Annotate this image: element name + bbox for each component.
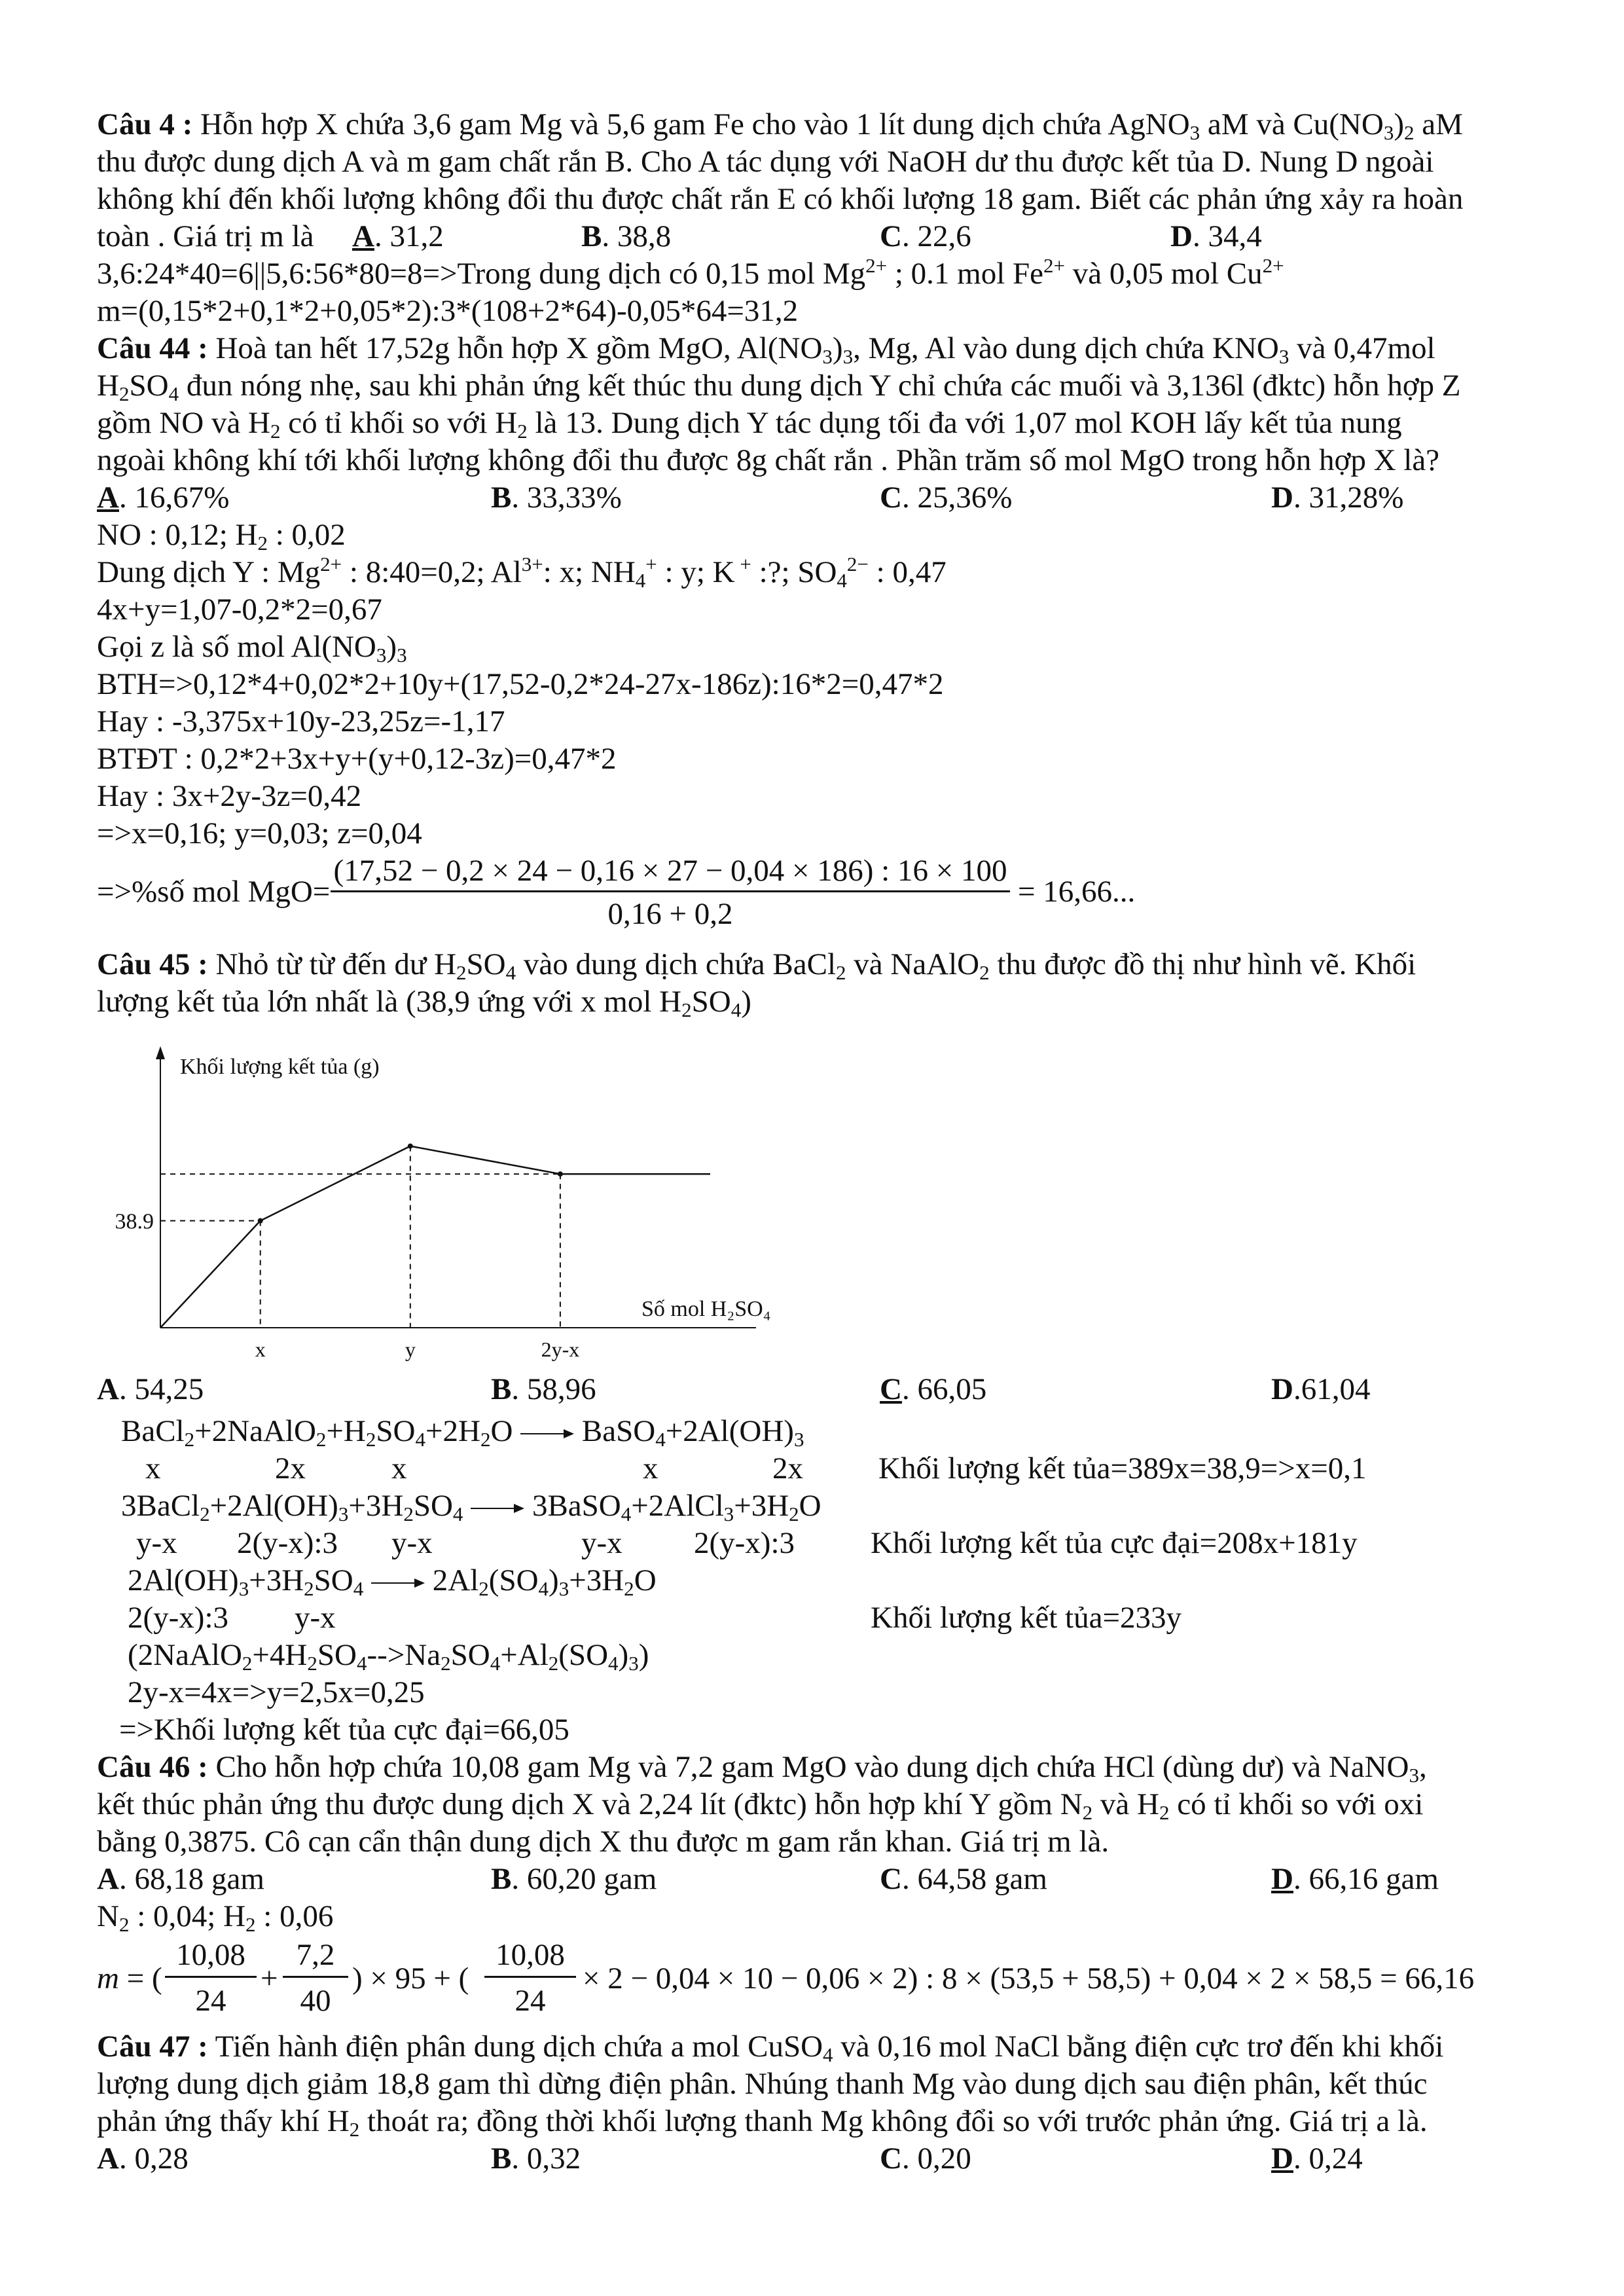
q44-option-c: C. 25,36% [880, 481, 1013, 515]
q44-fraction-numerator: (17,52 − 0,2 × 24 − 0,16 × 27 − 0,04 × 186) : 16 × 100 [333, 854, 1007, 888]
y-axis-arrow-icon [156, 1046, 165, 1059]
q44-label: Câu 44 : [97, 331, 208, 365]
q47-line-3: phản ứng thấy khí $H_2$ thoát ra; đồng thời khối lượng thanh Mg không đổi so với trước phản ứng. Giá trị a là. [97, 2104, 1428, 2141]
q47-option-d: D. 0,24 [1271, 2141, 1363, 2176]
q44-line-2: $H_2SO_4$ đun nóng nhẹ, sau khi phản ứng kết thúc thu dung dịch Y chỉ chứa các muối và 3,136l (đktc) hỗn hợp Z [97, 369, 1461, 405]
q4-option-d: D. 34,4 [1170, 219, 1262, 253]
q45-option-d: D.61,04 [1271, 1372, 1371, 1406]
q44-fraction-denominator: 0,16 + 0,2 [607, 897, 733, 931]
q45-option-b: B. 58,96 [491, 1372, 596, 1406]
x-tick-label-tick-2y-x: 2y-x [541, 1338, 580, 1361]
data-point-tick-2y-x [558, 1171, 563, 1176]
q45-mass-1: Khối lượng kết tủa=389x=38,9=>x=0,1 [878, 1451, 1367, 1485]
q46-label: Câu 46 : [97, 1750, 208, 1784]
q4-line-3: không khí đến khối lượng không đổi thu được chất rắn E có khối lượng 18 gam. Biết các phản ứng xảy ra hoàn [97, 182, 1464, 216]
q44-line-1: Câu 44 : Hoà tan hết 17,52g hỗn hợp X gồm MgO, $Al(NO_3)_3$, Mg, Al vào dung dịch chứa $KNO_3$ và 0,47mol [97, 331, 1435, 368]
q44-fraction-bar [331, 890, 1010, 892]
q45-line-1: Câu 45 : Nhỏ từ từ đến dư $H_2SO_4$ vào dung dịch chứa BaCl$_2$ và NaAlO$_2$ thu được đồ thị như hình vẽ. Khối [97, 947, 1416, 984]
q44-sol-5: BTĐT : 0,2*2+3x+y+(y+0,12-3z)=0,47*2 [97, 742, 617, 776]
q47-option-a: A. 0,28 [97, 2141, 189, 2176]
q4-solution-2: m=(0,15*2+0,1*2+0,05*2):3*(108+2*64)-0,05*64=31,2 [97, 294, 799, 328]
q46-option-b: B. 60,20 gam [491, 1862, 657, 1896]
data-point-tick-y [408, 1144, 413, 1149]
q45-option-a: A. 54,25 [97, 1372, 204, 1406]
q44-option-d: D. 31,28% [1271, 481, 1404, 515]
q4-line-4: toàn . Giá trị m là [97, 219, 314, 253]
q45-final-1: 2y-x=4x=>y=2,5x=0,25 [128, 1675, 425, 1709]
y-tick-label-38-9: 38.9 [115, 1209, 154, 1234]
q4-solution-1: 3,6:24*40=6||5,6:56*80=8=>Trong dung dịch có 0,15 mol $Mg^{2+}$ ; 0.1 mol $Fe^{2+}$ và 0,05 mol $Cu^{2+}$ [97, 253, 1284, 291]
q47-label: Câu 47 : [97, 2030, 208, 2064]
q47-option-b: B. 0,32 [491, 2141, 581, 2176]
q4-line-1: Câu 4 : Hỗn hợp X chứa 3,6 gam Mg và 5,6 gam Fe cho vào 1 lít dung dịch chứa AgNO$_3$ aM và $Cu(NO_3)_2$ aM [97, 107, 1463, 144]
q46-option-c: C. 64,58 gam [880, 1862, 1047, 1896]
q46-frac1-num: 10,08 [176, 1938, 245, 1972]
q46-line-3: bằng 0,3875. Cô cạn cẩn thận dung dịch X thu được m gam rắn khan. Giá trị m là. [97, 1825, 1110, 1859]
q4-label: Câu 4 : [97, 107, 193, 141]
q45-equation-2: $3BaCl_2+2Al(OH)_3+3H_2SO_4$ $3BaSO_4+2AlCl_3+3H_2O$ [121, 1489, 821, 1525]
q46-frac3-num: 10,08 [496, 1938, 565, 1972]
q45-equation-3: $2Al(OH)_3+3H_2SO_4$ $2Al_2(SO_4)_3+3H_2O$ [128, 1563, 657, 1600]
q45-mass-2: Khối lượng kết tủa cực đại=208x+181y [871, 1526, 1358, 1560]
q46-line-1: Câu 46 : Cho hỗn hợp chứa 10,08 gam Mg và 7,2 gam MgO vào dung dịch chứa HCl (dùng dư) và NaNO$_3$, [97, 1750, 1427, 1787]
q46-frac1-bar [165, 1976, 257, 1978]
q46-line-2: kết thúc phản ứng thu được dung dịch X và 2,24 lít (đktc) hỗn hợp khí Y gồm $N_2$ và $H_2$ có tỉ khối so với oxi [97, 1787, 1424, 1824]
q44-sol-1: 4x+y=1,07-0,2*2=0,67 [97, 592, 382, 627]
q44-sol-2: Gọi z là số mol $Al(NO_3)_3$ [97, 630, 407, 666]
q44-fraction-result: = 16,66... [1018, 875, 1136, 909]
x-tick-label-tick-y: y [405, 1338, 416, 1361]
q45-final-2: =>Khối lượng kết tủa cực đại=66,05 [119, 1713, 569, 1747]
q46-frac3-bar [484, 1976, 576, 1978]
q47-option-c: C. 0,20 [880, 2141, 971, 2176]
q45-option-c: C. 66,05 [880, 1372, 987, 1406]
q44-sol-3: BTH=>0,12*4+0,02*2+10y+(17,52-0,2*24-27x-186z):16*2=0,47*2 [97, 667, 944, 701]
q46-frac2-den: 40 [300, 1984, 331, 2018]
q47-line-2: lượng dung dịch giảm 18,8 gam thì dừng điện phân. Nhúng thanh Mg vào dung dịch sau điện phân, kết thúc [97, 2067, 1428, 2101]
q44-option-b: B. 33,33% [491, 481, 622, 515]
precipitate-mass-chart [98, 1041, 771, 1368]
y-axis-label: Khối lượng kết tủa (g) [180, 1055, 380, 1079]
q45-mass-3: Khối lượng kết tủa=233y [871, 1601, 1182, 1635]
q46-frac1-den: 24 [195, 1984, 226, 2018]
document-page: Câu 4 : Hỗn hợp X chứa 3,6 gam Mg và 5,6 gam Fe cho vào 1 lít dung dịch chứa AgNO$_3$ aM và $Cu(NO_3)_2$ aM thu được dung dịch A và m gam chất rắn B. Cho A tác dụng với NaOH dư thu được kết tủa D. Nung D ngoài không khí đến khối lượng không đổi thu được chất rắn E có khối lượng 18 gam. Biết các phản ứng xảy ra hoàn toàn . Giá trị m là A. 31,2 B. 38,8 C. 22,6 D. 34,4 3,6:24*40=6||5,6:56*80=8=>Trong dung dịch có 0,15 mol $Mg^{2+}$ ; 0.1 mol $Fe^{2+}$ và 0,05 mol $Cu^{2+}$ m=(0,15*2+0,1*2+0,05*2):3*(108+2*64)-0,05*64=31,2 Câu 44 : Hoà tan hết 17,52g hỗn hợp X gồm MgO, $Al(NO_3)_3$, Mg, Al vào dung dịch chứa $KNO_3$ và 0,47mol $H_2SO_4$ đun nóng nhẹ, sau khi phản ứng kết thúc thu dung dịch Y chỉ chứa các muối và 3,136l (đktc) hỗn hợp Z gồm NO và $H_2$ có tỉ khối so với $H_2$ là 13. Dung dịch Y tác dụng tối đa với 1,07 mol KOH lấy kết tủa nung ngoài không khí tới khối lượng không đổi thu được 8g chất rắn . Phần trăm số mol MgO trong hỗn hợp X là? A. 16,67% B. 33,33% C. 25,36% D. 31,28% NO : 0,12; $H_2$ : 0,02 Dung dịch Y : $Mg^{2+}$ : 8:40=0,2; $Al^{3+}$: x; $NH_4^+$ : y; K + :?; $SO_4^{2-}$ : 0,47 4x+y=1,07-0,2*2=0,67 Gọi z là số mol $Al(NO_3)_3$ BTH=>0,12*4+0,02*2+10y+(17,52-0,2*24-27x-186z):16*2=0,47*2 Hay : -3,375x+10y-23,25z=-1,17 BTĐT : 0,2*2+3x+y+(y+0,12-3z)=0,47*2 Hay : 3x+2y-3z=0,42 =>x=0,16; y=0,03; z=0,04 =>%số mol MgO= (17,52 − 0,2 × 24 − 0,16 × 27 − 0,04 × 186) : 16 × 100 0,16 + 0,2 = 16,66... Câu 45 : Nhỏ từ từ đến dư $H_2SO_4$ vào dung dịch chứa BaCl$_2$ và NaAlO$_2$ thu được đồ thị như hình vẽ. Khối lượng kết tủa lớn nhất là (38,9 ứng với x mol $H_2SO_4$) Khối lượng kết tủa (g) Số mol H₂SO₄ 38.9 x y 2y-x A. 54,25 B. 58,96 C. 66,05 D.61,04 $BaCl_2+2NaAlO_2+H_2SO_4+2H_2O$ $BaSO_4+2Al(OH)_3$ x 2x x x 2x Khối lượng kết tủa=389x=38,9=>x=0,1 $3BaCl_2+2Al(OH)_3+3H_2SO_4$ $3BaSO_4+2AlCl_3+3H_2O$ y-x 2(y-x):3 y-x y-x 2(y-x):3 Khối lượng kết tủa cực đại=208x+181y $2Al(OH)_3+3H_2SO_4$ $2Al_2(SO_4)_3+3H_2O$ 2(y-x):3 y-x Khối lượng kết tủa=233y $(2NaAlO_2+4H_2SO_4-->Na_2SO_4+Al_2(SO_4)_3)$ 2y-x=4x=>y=2,5x=0,25 =>Khối lượng kết tủa cực đại=66,05 Câu 46 : Cho hỗn hợp chứa 10,08 gam Mg và 7,2 gam MgO vào dung dịch chứa HCl (dùng dư) và NaNO$_3$, kết thúc phản ứng thu được dung dịch X và 2,24 lít (đktc) hỗn hợp khí Y gồm $N_2$ và $H_2$ có tỉ khối so với oxi bằng 0,3875. Cô cạn cẩn thận dung dịch X thu được m gam rắn khan. Giá trị m là. A. 68,18 gam B. 60,20 gam C. 64,58 gam D. 66,16 gam $N_2$ : 0,04; $H_2$ : 0,06 m = ( 10,08 24 + 7,2 40 ) × 95 + ( 10,08 24 × 2 − 0,04 × 10 − 0,06 × 2) : 8 × (53,5 + 58,5) + 0,04 × 2 × 58,5 = 66,16 Câu 47 : Tiến hành điện phân dung dịch chứa a mol CuSO$_4$ và 0,16 mol NaCl bằng điện cực trơ đến khi khối lượng dung dịch giảm 18,8 gam thì dừng điện phân. Nhúng thanh Mg vào dung dịch sau điện phân, kết thúc phản ứng thấy khí $H_2$ thoát ra; đồng thời khối lượng thanh Mg không đổi so với trước phản ứng. Giá trị a là. A. 0,28 B. 0,32 C. 0,20 D. 0,24 [0, 0, 1624, 2296]
q44-sol-ions: NO : 0,12; $H_2$ : 0,02 [97, 518, 346, 555]
q4-option-c: C. 22,6 [880, 219, 971, 253]
q46-frac2-num: 7,2 [296, 1938, 335, 1972]
q45-label: Câu 45 : [97, 947, 208, 981]
q46-formula-tail: × 2 − 0,04 × 10 − 0,06 × 2) : 8 × (53,5 + 58,5) + 0,04 × 2 × 58,5 = 66,16 [583, 1961, 1475, 1995]
q44-line-3: gồm NO và $H_2$ có tỉ khối so với $H_2$ là 13. Dung dịch Y tác dụng tối đa với 1,07 mol KOH lấy kết tủa nung [97, 406, 1402, 443]
q4-option-a: A. 31,2 [352, 219, 444, 253]
q44-sol-6: Hay : 3x+2y-3z=0,42 [97, 779, 362, 813]
q44-sol-7: =>x=0,16; y=0,03; z=0,04 [97, 816, 422, 850]
q44-sol-8-prefix: =>%số mol MgO= [97, 875, 331, 909]
q45-equation-1: $BaCl_2+2NaAlO_2+H_2SO_4+2H_2O$ $BaSO_4+2Al(OH)_3$ [121, 1414, 804, 1451]
q46-solution-gas: $N_2$ : 0,04; $H_2$ : 0,06 [97, 1899, 334, 1936]
q44-option-a: A. 16,67% [97, 481, 230, 515]
x-tick-label-tick-x: x [255, 1338, 266, 1361]
q45-equation-4: $(2NaAlO_2+4H_2SO_4-->Na_2SO_4+Al_2(SO_4)_3)$ [128, 1638, 649, 1675]
q44-sol-dungdich: Dung dịch Y : $Mg^{2+}$ : 8:40=0,2; $Al^{3+}$: x; $NH_4^+$ : y; K + :?; $SO_4^{2-}$ : 0,47 [97, 552, 947, 592]
q45-line-2: lượng kết tủa lớn nhất là (38,9 ứng với x mol $H_2SO_4$) [97, 985, 751, 1021]
q4-option-b: B. 38,8 [581, 219, 672, 253]
q47-line-1: Câu 47 : Tiến hành điện phân dung dịch chứa a mol CuSO$_4$ và 0,16 mol NaCl bằng điện cực trơ đến khi khối [97, 2030, 1444, 2066]
q46-option-d: D. 66,16 gam [1271, 1862, 1439, 1896]
q46-frac3-den: 24 [514, 1984, 546, 2018]
series-line-precipitate-mass [160, 1146, 710, 1328]
q46-formula-mid: ) × 95 + ( [352, 1961, 469, 1995]
reaction-arrow-icon [371, 1576, 425, 1590]
data-point-tick-x [258, 1218, 263, 1224]
q44-line-4: ngoài không khí tới khối lượng không đổi thu được 8g chất rắn . Phần trăm số mol MgO trong hỗn hợp X là? [97, 443, 1440, 477]
q44-sol-4: Hay : -3,375x+10y-23,25z=-1,17 [97, 704, 505, 738]
x-axis-label: Số mol H₂SO₄ [641, 1297, 771, 1321]
reaction-arrow-icon [471, 1502, 524, 1515]
q46-frac2-bar [283, 1976, 348, 1978]
q46-option-a: A. 68,18 gam [97, 1862, 264, 1896]
q46-formula-prefix: m = ( [97, 1961, 162, 1995]
q4-line-2: thu được dung dịch A và m gam chất rắn B. Cho A tác dụng với NaOH dư thu được kết tủa D. Nung D ngoài [97, 145, 1434, 179]
reaction-arrow-icon [520, 1427, 574, 1440]
